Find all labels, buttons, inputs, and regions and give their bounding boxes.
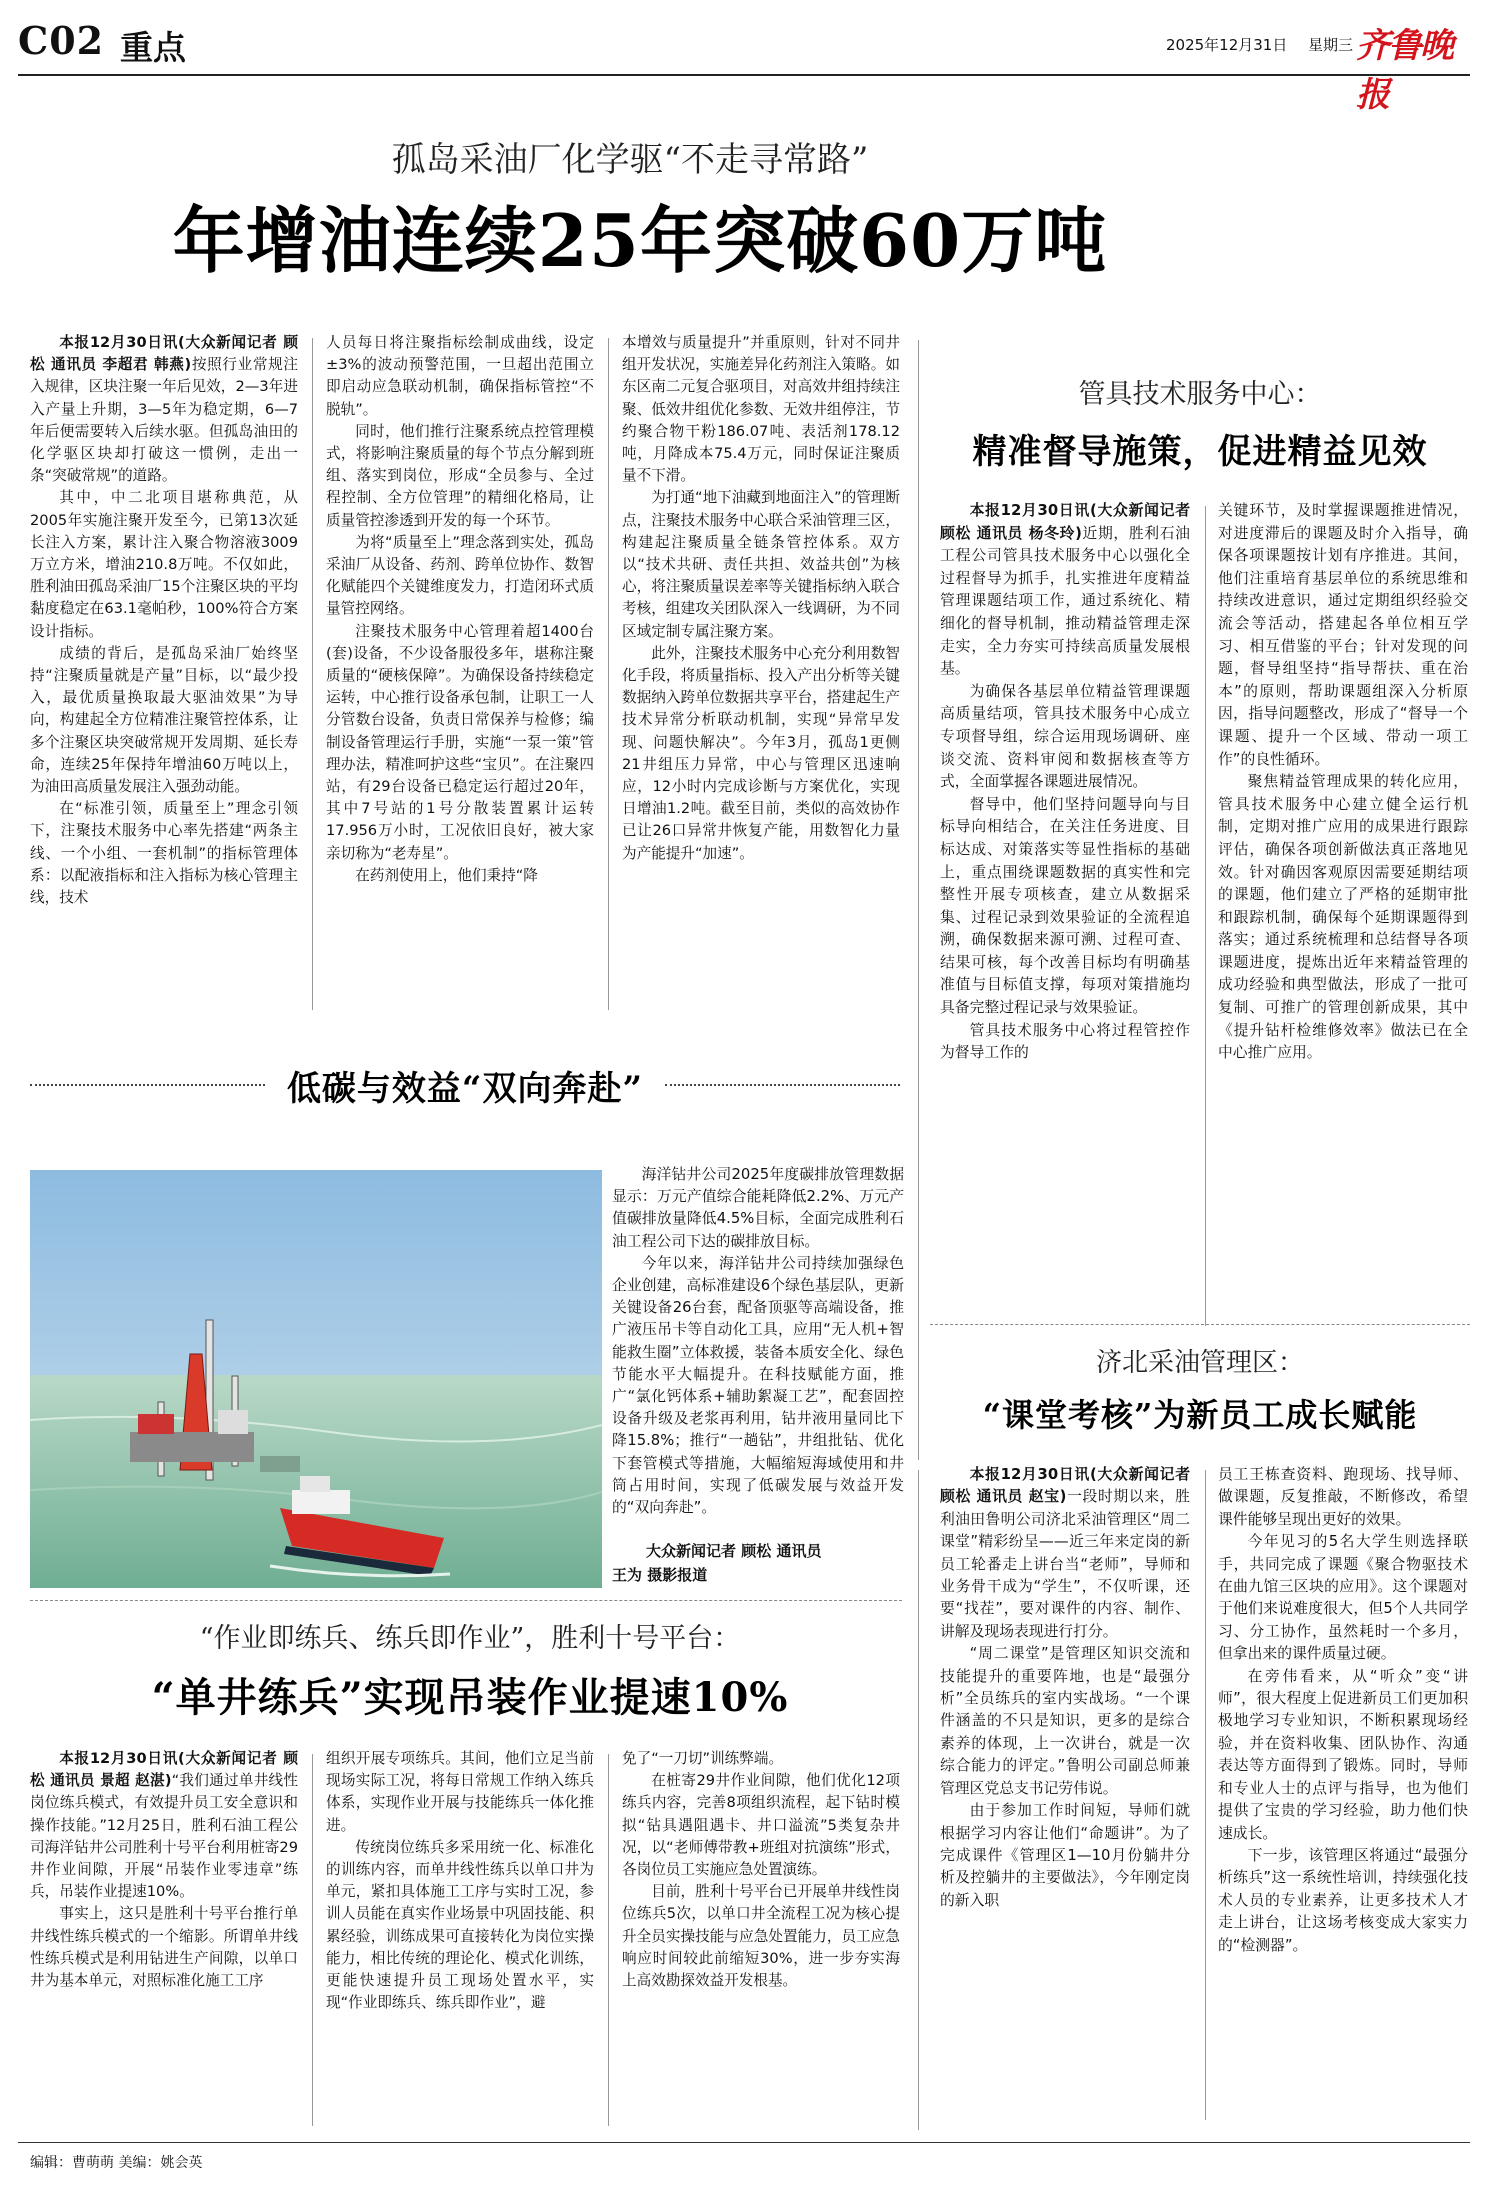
article4-paragraph: 传统岗位练兵多采用统一化、标准化的训练内容，而单井线性练兵以单口井为单元，紧扣具体施工工序与实时工况，参训人员能在真实作业场景中巩固技能、积累经验，训练成果可直接转化为岗位实操能力，相比传统的理论化、模式化训练，更能快速提升员工现场处置水平，实现“作业即练兵、练兵即作业”，避	[326, 1838, 594, 2012]
header-rule	[18, 74, 1470, 76]
article2-paragraph: 为确保各基层单位精益管理课题高质量结项，管具技术服务中心成立专项督导组，综合运用现场调研、座谈交流、资料审阅和数据核查等方式，全面掌握各课题进展情况。	[940, 682, 1190, 791]
article1-headline: 年增油连续25年突破60万吨	[172, 198, 1108, 283]
article5-paragraph: 一段时期以来，胜利油田鲁明公司济北采油管理区“周二课堂”精彩纷呈——近三年来定岗的新员工轮番走上讲台当“老师”，导师和业务骨干成为“学生”，不仅听课，还要“找茬”，要对课件的内容、制作、讲解及现场表现进行打分。	[940, 1488, 1190, 1640]
article5-paragraph: 由于参加工作时间短，导师们就根据学习内容让他们“命题讲”。为了完成课件《管理区1—10月份躺井分析及控躺井的主要做法》，今年刚定岗的新入职	[940, 1802, 1190, 1909]
article2-paragraph: 聚焦精益管理成果的转化应用，管具技术服务中心建立健全运行机制，定期对推广应用的成果进行跟踪评估，确保各项创新做法真正落地见效。针对确因客观原因需要延期结项的课题，他们建立了严格的延期审批和跟踪机制，确保每个延期课题得到落实；通过系统梳理和总结督导各项课题进度，提炼出近年来精益管理的成功经验和典型做法，形成了一批可复制、可推广的管理创新成果，其中《提升钻杆检维修效率》做法已在全中心推广应用。	[1218, 773, 1468, 1062]
article1-paragraph: 为打通“地下油藏到地面注入”的管理断点，注聚技术服务中心联合采油管理三区，构建起注聚质量全链条管控体系。双方以“技术共研、责任共担、效益共创”为核心，将注聚质量误差率等关键指标纳入联合考核，组建攻关团队深入一线调研，为不同区域定制专属注聚方案。	[622, 489, 900, 640]
article1-paragraph: 其中，中二北项目堪称典范，从2005年实施注聚开发至今，已第13次延长注入方案，累计注入聚合物溶液3009万立方米，增油210.8万吨。不仅如此，胜利油田孤岛采油厂15个注聚区块的平均黏度稳定在63.1毫帕秒，100%符合方案设计指标。	[30, 489, 298, 640]
column-divider	[1205, 506, 1206, 1326]
article3-headline: 低碳与效益“双向奔赴”	[286, 1068, 644, 1109]
article5-paragraph: 在旁伟看来，从“听众”变“讲师”，很大程度上促进新员工们更加积极地学习专业知识，不断积累现场经验，并在资料收集、团队协作、沟通表达等方面得到了锻炼。同时，导师和专业人士的点评与指导，也为他们提供了宝贵的学习经验，助力他们快速成长。	[1218, 1667, 1468, 1842]
article-divider	[30, 1600, 902, 1601]
article2-paragraph: 近期，胜利石油工程公司管具技术服务中心以强化全过程督导为抓手，扎实推进年度精益管理课题结项工作，通过系统化、精细化的督导机制，推动精益管理走深走实，全力夯实可持续高质量发展根基。	[940, 524, 1190, 678]
article2-headline: 精准督导施策，促进精益见效	[972, 432, 1428, 472]
article2-kicker: 管具技术服务中心：	[1078, 379, 1322, 410]
article3-paragraph: 今年以来，海洋钻井公司持续加强绿色企业创建，高标准建设6个绿色基层队，更新关键设备26台套，配备顶驱等高端设备，推广液压吊卡等自动化工具，应用“无人机+智能救生圈”立体救援，装备本质安全化、绿色节能水平大幅提升。在科技赋能方面，推广“氯化钙体系+辅助絮凝工艺”，配套固控设备升级及老浆再利用，钻井液用量同比下降15.8%；推行“一趟钻”，井组批钻、优化下套管模式等措施，大幅缩短海域使用和井筒占用时间，实现了低碳发展与效益开发的“双向奔赴”。	[612, 1254, 904, 1517]
article2-paragraph: 督导中，他们坚持问题导向与目标导向相结合，在关注任务进度、目标达成、对策落实等显性指标的基础上，重点围绕课题数据的真实性和完整性开展专项核查，建立从数据采集、过程记录到效果验证的全流程追溯，确保数据来源可溯、过程可查、结果可核，每个改善目标均有明确基准值与目标值支撑，每项对策措施均具备完整过程记录与效果验证。	[940, 795, 1190, 1017]
article5-column-1	[940, 1464, 1190, 2134]
article1-column-2	[326, 332, 594, 1028]
section-divider	[918, 1470, 919, 2130]
drilling-platform-photo	[30, 1170, 602, 1588]
article5-paragraph: 员工王栋查资料、跑现场、找导师、做课题，反复推敲，不断修改，希望课件能够呈现出更好的效果。	[1218, 1466, 1468, 1528]
article-divider	[930, 1324, 1470, 1325]
newspaper-logo: 齐鲁晚报	[1356, 26, 1452, 115]
article1-paragraph: 按照行业常规注入规律，区块注聚一年后见效，2—3年进入产量上升期，3—5年为稳定期，6—7年后便需要转入后续水驱。但孤岛油田的化学驱区块却打破这一惯例，走出一条“突破常规”的道路。	[30, 356, 298, 485]
article5-byline: 本报12月30日讯(大众新闻记者 顾松 通讯员 赵宝)	[940, 1466, 1190, 1506]
column-divider	[312, 1754, 313, 2126]
article5-headline: “课堂考核”为新员工成长赋能	[982, 1396, 1418, 1434]
article2-column-2	[1218, 500, 1468, 1340]
article5-kicker: 济北采油管理区：	[1095, 1348, 1304, 1378]
article4-paragraph: 事实上，这只是胜利十号平台推行单井线性练兵模式的一个缩影。所谓单井线性练兵模式是利用钻进生产间隙，以单口井为基本单元，对照标准化施工工序	[30, 1905, 298, 1990]
article2-paragraph: 管具技术服务中心将过程管控作为督导工作的	[940, 1021, 1190, 1062]
article1-paragraph: 为将“质量至上”理念落到实处，孤岛采油厂从设备、药剂、跨单位协作、数智化赋能四个关键维度发力，打造闭环式质量管控网络。	[326, 533, 594, 618]
article4-paragraph: 组织开展专项练兵。其间，他们立足当前现场实际工况，将每日常规工作纳入练兵体系，实现作业开展与技能练兵一体化推进。	[326, 1750, 594, 1834]
column-divider	[608, 1754, 609, 2126]
article4-kicker: “作业即练兵、练兵即作业”，胜利十号平台：	[199, 1623, 741, 1654]
photo-credit: 大众新闻记者 顾松 通讯员	[646, 1542, 822, 1560]
section-name: 重点	[120, 28, 186, 67]
article1-paragraph: 成绩的背后，是孤岛采油厂始终坚持“注聚质量就是产量”目标，以“最少投入，最优质量换取最大驱油效果”为导向，构建起全方位精准注聚管控体系，让多个注聚区块突破常规开发周期、延长寿命，连续25年保持年增油60万吨以上，为油田高质量发展注入强劲动能。	[30, 644, 298, 796]
article1-column-3	[622, 332, 900, 1028]
article4-paragraph: 免了“一刀切”训练弊端。	[622, 1750, 784, 1767]
heading-dotted-rule	[30, 1084, 265, 1086]
article3-paragraph: 海洋钻井公司2025年度碳排放管理数据显示：万元产值综合能耗降低2.2%、万元产值碳排放量降低4.5%目标，全面完成胜利石油工程公司下达的碳排放目标。	[612, 1166, 904, 1250]
article4-paragraph: 目前，胜利十号平台已开展单井线性岗位练兵5次，以单口井全流程工况为核心提升全员实操技能与应急处置能力，员工应急响应时间较此前缩短30%，进一步夯实海上高效勘探效益开发根基。	[622, 1883, 900, 1990]
article4-paragraph: “我们通过单井线性岗位练兵模式，有效提升员工安全意识和操作技能。”12月25日，胜利石油工程公司海洋钻井公司胜利十号平台利用桩寄29井作业间隙，开展“吊装作业零违章”练兵，吊装作业提速10%。	[30, 1772, 298, 1901]
article3-heading-bar	[30, 1062, 900, 1108]
photo-credit: 王为 摄影报道	[612, 1566, 708, 1584]
article5-paragraph: 下一步，该管理区将通过“最强分析练兵”这一系统性培训，持续强化技术人员的专业素养，让更多技术人才走上讲台，让这场考核变成大家实力的“检测器”。	[1218, 1846, 1468, 1954]
article1-kicker: 孤岛采油厂化学驱“不走寻常路”	[391, 140, 869, 180]
article1-paragraph: 在药剂使用上，他们秉持“降	[355, 866, 538, 884]
column-divider	[312, 338, 313, 1010]
article4-headline: “单井练兵”实现吊装作业提速10%	[151, 1674, 789, 1721]
article2-column-1	[940, 500, 1190, 1340]
page-header	[18, 18, 1470, 115]
section-divider	[918, 340, 919, 1460]
footer-rule	[18, 2142, 1470, 2143]
article1-paragraph: 注聚技术服务中心管理着超1400台(套)设备，不少设备服役多年，堪称注聚质量的“硬核保障”。为确保设备持续稳定运转，中心推行设备承包制，让职工一人分管数台设备，负责日常保养与检修；编制设备管理运行手册，实施“一泵一策”管理办法，精准呵护这些“宝贝”。在注聚四站，有29台设备已稳定运行超过20年，其中7号站的1号分散装置累计运转17.956万小时，工况依旧良好，被大家亲切称为“老寿星”。	[326, 622, 594, 862]
article4-column-1	[30, 1748, 298, 2138]
article2-byline: 本报12月30日讯(大众新闻记者 顾松 通讯员 杨冬玲)	[940, 502, 1190, 542]
article1-paragraph: 此外，注聚技术服务中心充分利用数智化手段，将质量指标、投入产出分析等关键数据纳入跨单位数据共享平台，搭建起生产技术异常分析联动机制，实现“异常早发现、问题快解决”。今年3月，孤岛1更侧21井组压力异常，中心与管理区迅速响应，12小时内完成诊断与方案优化，实现日增油1.2吨。截至目前，类似的高效协作已让26口异常井恢复产能，用数智化力量为产能提升“加速”。	[622, 644, 900, 862]
article1-paragraph: 同时，他们推行注聚系统点控管理模式，将影响注聚质量的每个节点分解到班组、落实到岗位，形成“全员参与、全过程控制、全方位管理”的精细化格局，让质量管控渗透到开发的每一个环节。	[326, 422, 594, 529]
article1-paragraph: 在“标准引领，质量至上”理念引领下，注聚技术服务中心率先搭建“两条主线、一个小组、一套机制”的指标管理体系：以配液指标和注入指标为核心管理主线，技术	[30, 800, 298, 907]
article4-paragraph: 在桩寄29井作业间隙，他们优化12项练兵内容，完善8项组织流程，起下钻时模拟“钻具遇阻遇卡、井口溢流”5类复杂井况，以“老师傅带教+班组对抗演练”形式，各岗位员工实施应急处置演练。	[622, 1772, 900, 1879]
heading-dotted-rule	[665, 1084, 900, 1086]
page-number: C02	[18, 18, 105, 63]
article4-column-2	[326, 1748, 594, 2138]
article5-column-2	[1218, 1464, 1468, 2134]
article4-byline: 本报12月30日讯(大众新闻记者 顾松 通讯员 景超 赵湛)	[30, 1750, 298, 1790]
column-divider	[1205, 1470, 1206, 2120]
article2-paragraph: 关键环节，及时掌握课题推进情况，对进度滞后的课题及时介入指导，确保各项课题按计划有序推进。其间，他们注重培育基层单位的系统思维和持续改进意识，通过定期组织经验交流会等活动，搭建起各单位相互学习、相互借鉴的平台；针对发现的问题，督导组坚持“指导帮扶、重在治本”的原则，帮助课题组深入分析原因，指导问题整改，形成了“督导一个课题、提升一个区域、带动一项工作”的良性循环。	[1218, 502, 1468, 768]
article4-column-3	[622, 1748, 900, 2138]
article1-column-1	[30, 332, 298, 1028]
article5-paragraph: 今年见习的5名大学生则选择联手，共同完成了课题《聚合物驱技术在曲九馆三区块的应用》。这个课题对于他们来说难度很大，但5个人共同学习、分工协作，虽然耗时一个多月，但拿出来的课件质量过硬。	[1218, 1533, 1468, 1663]
drilling-platform-illustration	[30, 1170, 602, 1588]
article1-byline: 本报12月30日讯(大众新闻记者 顾松 通讯员 李超君 韩燕)	[30, 334, 298, 374]
article1-paragraph: 人员每日将注聚指标绘制成曲线，设定±3%的波动预警范围，一旦超出范围立即启动应急联动机制，确保指标管控“不脱轨”。	[326, 334, 594, 418]
issue-date: 2025年12月31日	[1166, 36, 1288, 54]
editor-credit: 编辑：曹萌萌 美编：姚会英	[30, 2155, 203, 2171]
issue-weekday: 星期三	[1308, 36, 1354, 54]
article1-paragraph: 本增效与质量提升”并重原则，针对不同井组开发状况，实施差异化药剂注入策略。如东区南二元复合驱项目，对高效井组持续注聚、低效井组优化参数、无效井组停注，节约聚合物干粉186.07吨、表活剂178.12吨，月降成本75.4万元，同时保证注聚质量不下滑。	[622, 334, 900, 485]
article5-paragraph: “周二课堂”是管理区知识交流和技能提升的重要阵地，也是“最强分析”全员练兵的室内实战场。“一个课件涵盖的不只是知识，更多的是综合素养的体现，上一次讲台，就是一次综合能力的评定。”鲁明公司副总师兼管理区党总支书记劳伟说。	[940, 1645, 1190, 1797]
article3-text	[612, 1164, 904, 1524]
column-divider	[608, 338, 609, 1010]
